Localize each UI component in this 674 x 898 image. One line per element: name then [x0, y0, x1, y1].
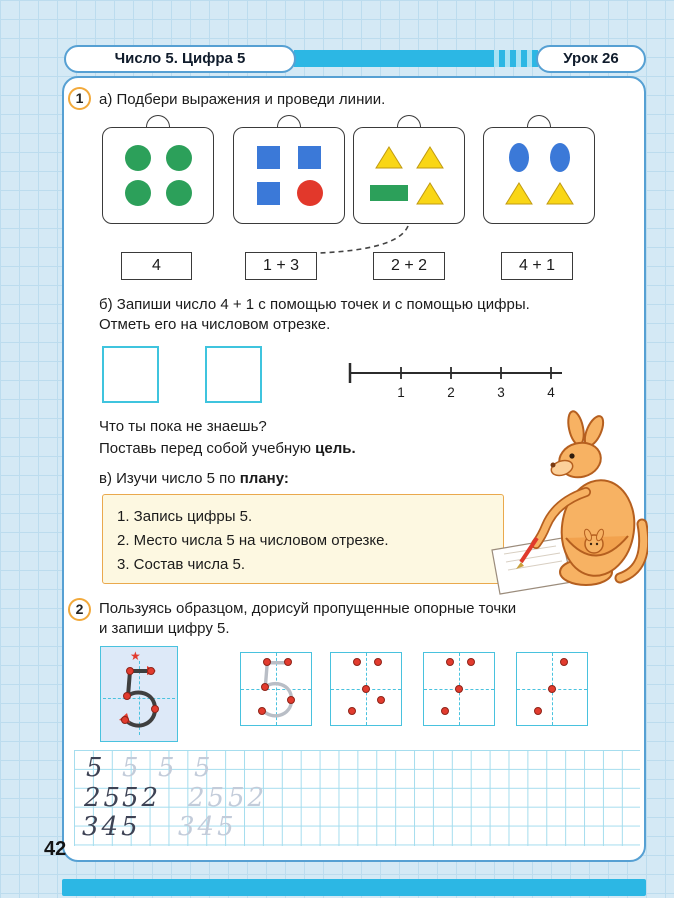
blue-ellipse-shape — [550, 143, 570, 172]
shape-bag-3[interactable] — [353, 127, 465, 224]
red-circle-shape — [297, 180, 323, 206]
number-line[interactable] — [344, 356, 568, 402]
question-line1: Что ты пока не знаешь? — [99, 418, 267, 435]
plan-item-2: 2. Место числа 5 на числовом отрезке. — [117, 532, 389, 549]
blue-square-shape — [257, 182, 280, 205]
sample-writing-area — [103, 649, 175, 735]
numberline-label-3: 3 — [497, 385, 505, 400]
green-circle-shape — [166, 180, 192, 206]
bag-shapes — [354, 128, 464, 223]
digit-practice-box-2[interactable] — [330, 652, 402, 726]
reference-dot — [467, 658, 475, 666]
numberline-label-2: 2 — [447, 385, 455, 400]
writing-area — [331, 653, 401, 725]
page-title — [64, 45, 296, 73]
reference-dot — [263, 658, 271, 666]
stroke-direction-arrows — [103, 661, 175, 735]
practice-digits: 345 — [178, 812, 237, 842]
shape-bag-1[interactable] — [102, 127, 214, 224]
lesson-badge — [536, 45, 646, 73]
bag-shapes — [484, 128, 594, 223]
part-v-bold: плану: — [239, 470, 289, 487]
practice-digits: 25 — [84, 783, 124, 813]
task1-number — [68, 87, 91, 110]
reference-dot — [446, 658, 454, 666]
plan-box — [102, 494, 504, 584]
green-rect-shape — [370, 185, 408, 201]
digit-practice-box-3[interactable] — [423, 652, 495, 726]
task1-part-a-text: а) Подбери выражения и проведи линии. — [99, 91, 386, 108]
reference-dot — [353, 658, 361, 666]
reference-dot — [284, 658, 292, 666]
answer-box-4plus1[interactable]: 4 + 1 — [501, 252, 573, 280]
task2-text-line2: и запиши цифру 5. — [99, 620, 230, 637]
shape-bag-4[interactable] — [483, 127, 595, 224]
reference-dot — [548, 685, 556, 693]
digit-5-glyph — [241, 653, 311, 725]
question-line2-normal: Поставь перед собой учебную — [99, 440, 316, 457]
digit-practice-box-1[interactable] — [240, 652, 312, 726]
practice-digits: 5 — [122, 753, 142, 783]
writing-area — [241, 653, 311, 725]
green-circle-shape — [125, 145, 151, 171]
blue-square-shape — [257, 146, 280, 169]
reference-dot — [121, 716, 129, 724]
task1-part-v-text — [99, 470, 289, 487]
bar-stripe — [516, 50, 521, 67]
blue-square-shape — [298, 146, 321, 169]
reference-dot — [126, 667, 134, 675]
yellow-triangle-shape — [415, 145, 445, 170]
part-v-normal: в) Изучи число 5 по — [99, 470, 240, 487]
task2-number — [68, 598, 91, 621]
digit-sample-box[interactable] — [100, 646, 178, 742]
practice-digits: 5 — [158, 753, 178, 783]
reference-dot — [362, 685, 370, 693]
question-line2-bold: цель. — [315, 440, 356, 457]
task1-number-label: 1 — [75, 90, 84, 106]
bag-shapes — [234, 128, 344, 223]
blue-ellipse-shape — [509, 143, 529, 172]
practice-grid[interactable] — [74, 750, 640, 846]
digit-practice-box-4[interactable] — [516, 652, 588, 726]
bar-stripe — [505, 50, 510, 67]
reference-dot — [258, 707, 266, 715]
answer-box-1plus3[interactable]: 1 + 3 — [245, 252, 317, 280]
reference-dot — [374, 658, 382, 666]
footer-bar — [62, 879, 646, 896]
reference-dot — [377, 696, 385, 704]
digit-answer-box[interactable] — [205, 346, 262, 403]
yellow-triangle-shape — [504, 181, 534, 206]
practice-digits: 52 — [122, 783, 162, 813]
practice-digits: 5 — [194, 753, 214, 783]
reference-dot — [151, 705, 159, 713]
answer-box-2plus2[interactable]: 2 + 2 — [373, 252, 445, 280]
reference-dot — [441, 707, 449, 715]
question-line2 — [99, 440, 356, 457]
header-bar — [294, 50, 538, 67]
writing-area — [517, 653, 587, 725]
dots-answer-box[interactable] — [102, 346, 159, 403]
star-icon: ★ — [130, 649, 141, 663]
reference-dot — [348, 707, 356, 715]
yellow-triangle-shape — [374, 145, 404, 170]
task1-part-b-line2: Отметь его на числовом отрезке. — [99, 316, 331, 333]
green-circle-shape — [125, 180, 151, 206]
kangaroo-illustration — [490, 406, 648, 598]
practice-digits: 25 — [188, 783, 228, 813]
yellow-triangle-shape — [545, 181, 575, 206]
writing-area — [424, 653, 494, 725]
bar-stripe — [527, 50, 532, 67]
plan-item-1: 1. Запись цифры 5. — [117, 508, 253, 525]
green-circle-shape — [166, 145, 192, 171]
yellow-triangle-shape — [415, 181, 445, 206]
task2-number-label: 2 — [75, 601, 84, 617]
bag-shapes — [103, 128, 213, 223]
bar-stripe — [494, 50, 499, 67]
reference-dot — [261, 683, 269, 691]
reference-dot — [123, 692, 131, 700]
reference-dot — [287, 696, 295, 704]
reference-dot — [534, 707, 542, 715]
page-number: 42 — [44, 838, 67, 860]
practice-digits: 52 — [228, 783, 268, 813]
practice-digits: 345 — [82, 812, 141, 842]
page-title-label: Число 5. Цифра 5 — [114, 50, 246, 67]
numberline-label-4: 4 — [547, 385, 555, 400]
reference-dot — [147, 667, 155, 675]
lesson-badge-label: Урок 26 — [563, 50, 619, 67]
reference-dot — [560, 658, 568, 666]
task1-part-b-line1: б) Запиши число 4 + 1 с помощью точек и с помощью цифры. — [99, 296, 530, 313]
task2-text-line1: Пользуясь образцом, дорисуй пропущенные опорные точки — [99, 600, 517, 617]
plan-item-3: 3. Состав числа 5. — [117, 556, 245, 573]
numberline-label-1: 1 — [397, 385, 405, 400]
practice-digits: 5 — [86, 753, 106, 783]
shape-bag-2[interactable] — [233, 127, 345, 224]
answer-box-4[interactable]: 4 — [121, 252, 192, 280]
reference-dot — [455, 685, 463, 693]
